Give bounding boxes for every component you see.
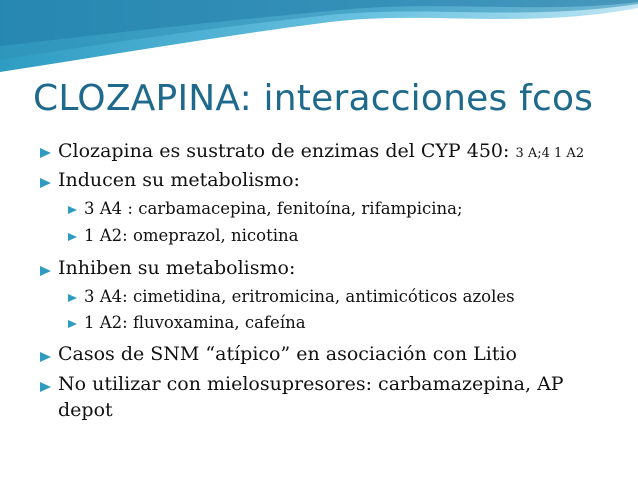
sub-bullet-marker bbox=[68, 206, 77, 214]
sub-bullet-item: 1 A2: omeprazol, nicotina bbox=[84, 226, 299, 245]
bullet-item: Inhiben su metabolismo: bbox=[58, 257, 296, 279]
bullet-item-continuation: depot bbox=[58, 399, 113, 421]
sub-bullet-item: 3 A4: cimetidina, eritromicina, antimicóticos azoles bbox=[84, 287, 515, 306]
slide-title: CLOZAPINA: interacciones fcos bbox=[33, 78, 594, 119]
bullet-item: Inducen su metabolismo: bbox=[58, 169, 300, 191]
bullet-item: No utilizar con mielosupresores: carbamazepina, AP bbox=[58, 373, 564, 395]
sub-bullet-marker bbox=[68, 294, 77, 302]
bullet-marker bbox=[40, 148, 51, 158]
header-wave-decoration bbox=[0, 0, 638, 80]
bullet-marker bbox=[40, 178, 51, 188]
sub-bullet-marker bbox=[68, 320, 77, 328]
bullet-marker bbox=[40, 382, 51, 392]
sub-bullet-marker bbox=[68, 233, 77, 241]
sub-bullet-item: 3 A4 : carbamacepina, fenitoína, rifampicina; bbox=[84, 199, 463, 218]
bullet-marker bbox=[40, 266, 51, 276]
bullet-item: Casos de SNM “atípico” en asociación con Litio bbox=[58, 343, 517, 365]
bullet-marker bbox=[40, 352, 51, 362]
bullet-item: Clozapina es sustrato de enzimas del CYP 450: 3 A;4 1 A2 bbox=[58, 140, 585, 162]
sub-bullet-item: 1 A2: fluvoxamina, cafeína bbox=[84, 313, 306, 332]
